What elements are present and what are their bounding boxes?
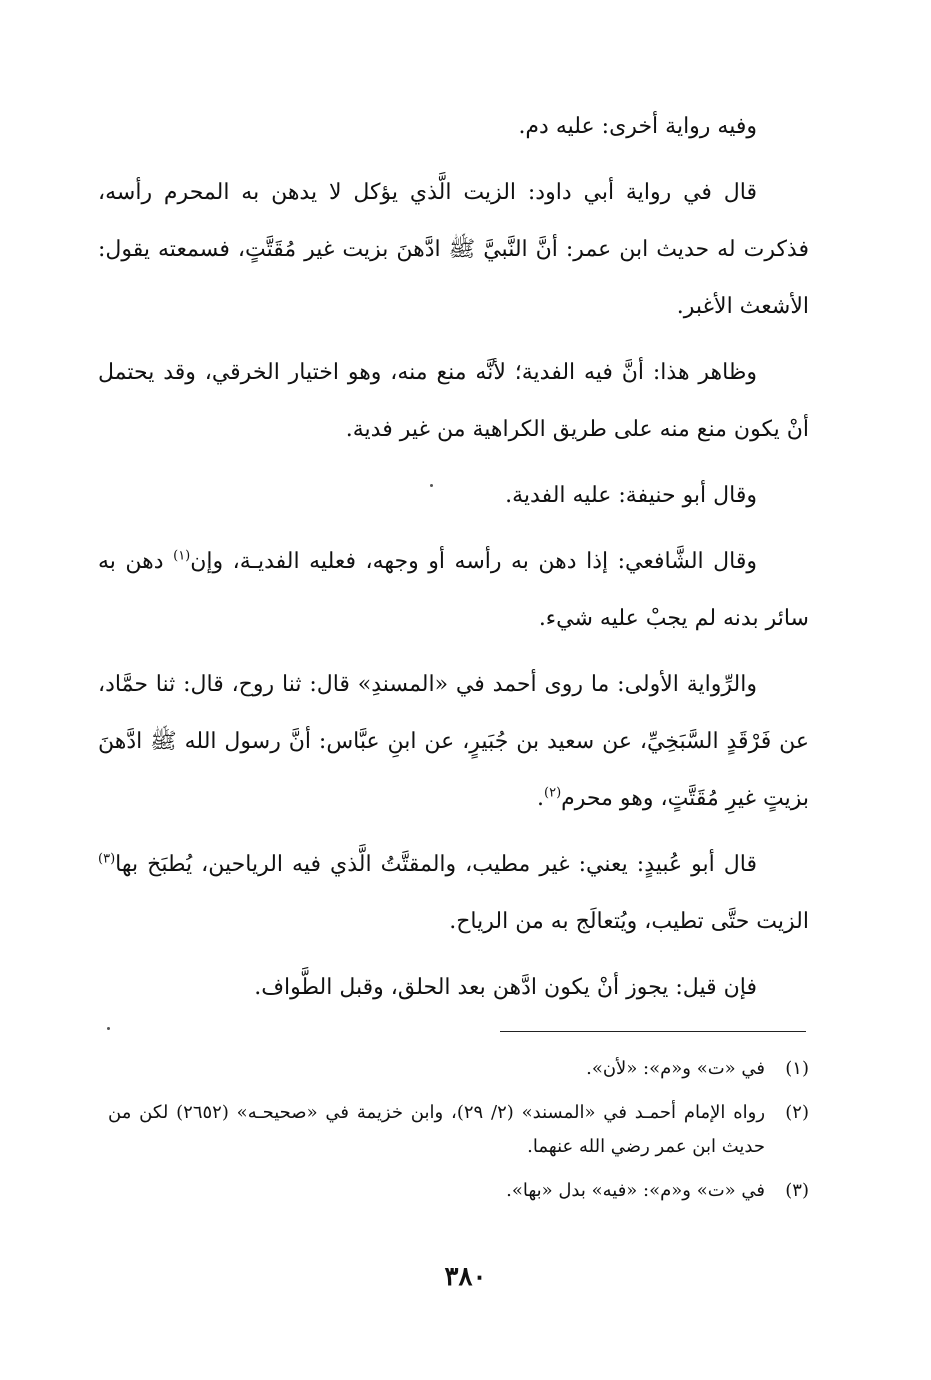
footnote-text: في «ت» و«م»: «لأن». bbox=[586, 1058, 765, 1079]
footnote-ref-1: (١) bbox=[173, 548, 191, 564]
paragraph-7-text-a: قال أبو عُبيدٍ: يعني: غير مطيب، والمقتَّتُ الَّذي فيه الرياحين، يُطبَخ بها bbox=[115, 852, 757, 877]
paragraph-5-text-b: دهن به سائر بدنه لم يجبْ عليه شيء. bbox=[98, 549, 809, 631]
footnote-text: رواه الإمام أحمـد في «المسند» (٢/ ٢٩)، وابن خزيمة في «صحيحـه» (٢٦٥٢) لكن من حديث ابن عمر رضي الله عنهما. bbox=[108, 1102, 766, 1157]
footnote-number: (٢) bbox=[785, 1102, 809, 1123]
footnote-1 bbox=[108, 1052, 809, 1086]
paragraph-7-text-b: الزيت حتَّى تطيب، ويُتعالَج به من الرياح. bbox=[449, 909, 809, 934]
scan-speck bbox=[107, 1027, 110, 1030]
paragraph-6-text-b: . bbox=[537, 786, 545, 811]
paragraph-4: وقال أبو حنيفة: عليه الفدية. bbox=[505, 483, 757, 508]
paragraph-1: وفيه رواية أخرى: عليه دم. bbox=[518, 114, 757, 139]
footnote-3 bbox=[108, 1174, 809, 1208]
footnote-number: (٣) bbox=[785, 1180, 809, 1201]
paragraph-6-text-a: والرِّواية الأولى: ما روى أحمد في «المسندِ» قال: ثنا روح، قال: ثنا حمَّاد، عن فَرْقَدٍ السَّبَخِيِّ، عن سعيد بن جُبَيرٍ، عن ابنِ عبَّاس: أنَّ رسول الله ﷺ ادَّهنَ بزيتٍ غيرِ مُقَتَّتٍ، وهو محرم bbox=[98, 672, 809, 811]
footnote-divider bbox=[500, 1031, 806, 1032]
footnote-ref-2: (٢) bbox=[544, 785, 562, 801]
main-text bbox=[98, 98, 809, 1025]
paragraph-2: قال في رواية أبي داود: الزيت الَّذي يؤكل لا يدهن به المحرم رأسه، فذكرت له حديث ابن عمر: أنَّ النَّبيَّ ﷺ ادَّهنَ بزيت غير مُقَتَّتٍ، فسمعته يقول: الأشعث الأغبر. bbox=[98, 180, 809, 319]
footnote-2 bbox=[108, 1096, 809, 1164]
footnote-ref-3: (٣) bbox=[98, 851, 116, 867]
paragraph-6 bbox=[98, 656, 809, 827]
footnote-number: (١) bbox=[785, 1058, 809, 1079]
paragraph-5-text-a: وقال الشَّافعي: إذا دهن به رأسه أو وجهه، فعليه الفديـة، وإن bbox=[190, 549, 757, 574]
paragraph-7 bbox=[98, 836, 809, 950]
footnote-text: في «ت» و«م»: «فيه» بدل «بها». bbox=[506, 1180, 765, 1201]
footnotes bbox=[108, 1052, 809, 1218]
paragraph-3: وظاهر هذا: أنَّ فيه الفدية؛ لأنَّه منع منه، وهو اختيار الخرقي، وقد يحتمل أنْ يكون منع منه على طريق الكراهية من غير فدية. bbox=[98, 360, 809, 442]
page-number: ٣٨٠ bbox=[444, 1262, 487, 1292]
scan-speck bbox=[430, 484, 433, 487]
paragraph-5 bbox=[98, 533, 809, 647]
paragraph-8: فإن قيل: يجوز أنْ يكون ادَّهن بعد الحلق، وقبل الطَّواف. bbox=[254, 975, 757, 1000]
